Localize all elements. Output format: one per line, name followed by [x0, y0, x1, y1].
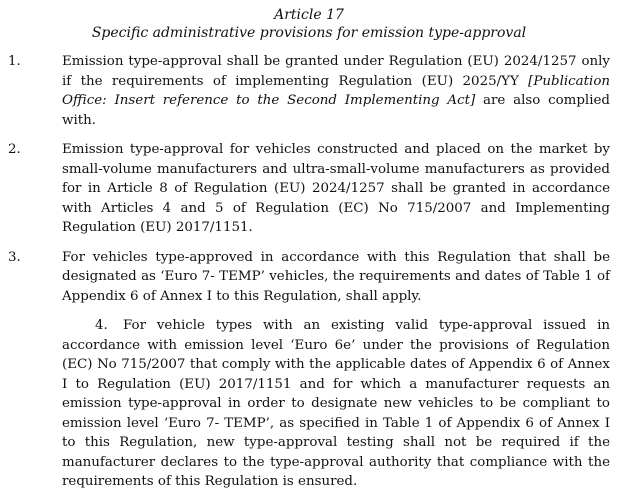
paragraph-4 — [62, 316, 610, 492]
article-title: Article 17 — [274, 7, 344, 23]
paragraph-1 — [8, 52, 610, 130]
paragraph-text-part: Emission type-approval shall be granted under Regulation (EU) 2024/1257 only if the requirements of implementing Regulation (EU) 2025/YY — [62, 54, 610, 89]
article-subtitle: Specific administrative provisions for emission type-approval — [91, 25, 527, 41]
paragraph-text: Emission type-approval for vehicles constructed and placed on the market by small-volume manufacturers and ultra-small-volume manufacturers as provided for in Article 8 of Regulation (EU) 2024/1257 shall be granted in accordance with Articles 4 and 5 of Regulation (EC) No 715/2007 and Implementing Regulation (EU) 2017/1151. — [62, 142, 610, 235]
paragraph-3 — [8, 248, 610, 307]
paragraph-2 — [8, 140, 610, 238]
paragraph-number: 3. — [8, 249, 21, 265]
paragraph-text-part: are also complied with. — [62, 93, 610, 128]
paragraph-number: 4. — [95, 318, 108, 333]
publication-office-note: [Publication Office: Insert reference to the Second Implementing Act] — [62, 73, 610, 108]
paragraph-text — [62, 52, 610, 130]
paragraph-number: 1. — [8, 54, 21, 69]
paragraph-text: For vehicles type-approved in accordance with this Regulation that shall be designated as ‘Euro 7- TEMP’ vehicles, the requirements and dates of Table 1 of Appendix 6 of Annex I to this Regulation, shall apply. — [62, 249, 610, 304]
paragraph-number: 2. — [8, 142, 21, 157]
paragraph-text: For vehicle types with an existing valid type-approval issued in accordance with emission level ‘Euro 6e’ under the provisions of Regulation (EC) No 715/2007 that comply with the applicable dates of Appendix 6 of Annex I to Regulation (EU) 2017/1151 and for which a manufacturer requests an emission type-approval in order to designate new vehicles to be compliant to emission level ‘Euro 7- TEMP’, as specified in Table 1 of Appendix 6 of Annex I to this Regulation, new type-approval testing shall not be required if the manufacturer declares to the type-approval authority that compliance with the requirements of this Regulation is ensured. — [62, 318, 610, 489]
